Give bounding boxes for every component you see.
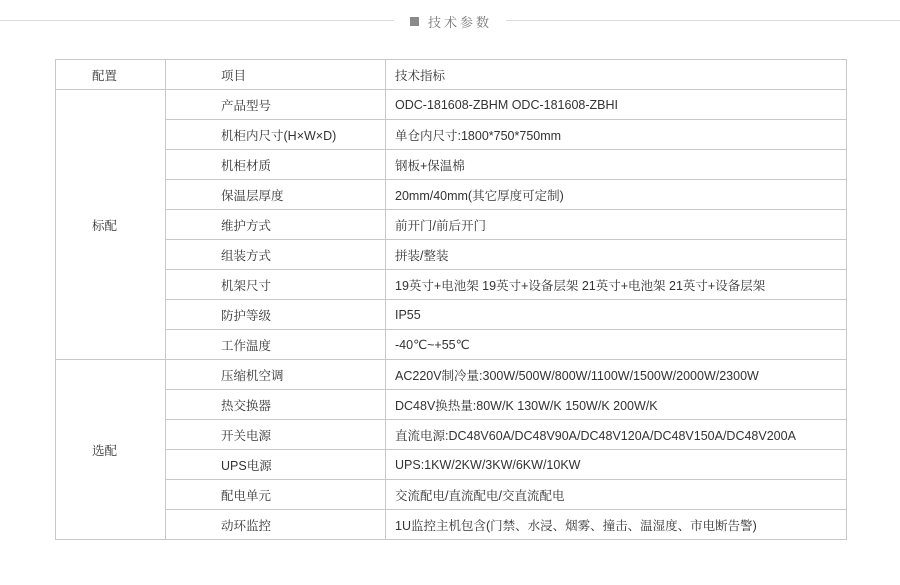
value-cell: IP55 [386,300,847,330]
value-cell: UPS:1KW/2KW/3KW/6KW/10KW [386,450,847,480]
section-title-text: 技术参数 [428,14,493,30]
item-cell: UPS电源 [166,450,386,480]
square-icon [410,17,419,26]
value-cell: 19英寸+电池架 19英寸+设备层架 21英寸+电池架 21英寸+设备层架 [386,270,847,300]
table-row [56,270,847,300]
item-cell: 机柜内尺寸(H×W×D) [166,120,386,150]
table-row [56,90,847,120]
item-cell: 机柜材质 [166,150,386,180]
table-row [56,120,847,150]
header-value: 技术指标 [386,60,847,90]
table-row [56,390,847,420]
table-row [56,150,847,180]
table-row [56,480,847,510]
item-cell: 机架尺寸 [166,270,386,300]
section-title [410,12,492,30]
item-cell: 防护等级 [166,300,386,330]
item-cell: 配电单元 [166,480,386,510]
config-group-cell: 标配 [56,90,166,360]
value-cell: ODC-181608-ZBHM ODC-181608-ZBHI [386,90,847,120]
value-cell: 前开门/前后开门 [386,210,847,240]
table-row [56,420,847,450]
header-config: 配置 [56,60,166,90]
item-cell: 维护方式 [166,210,386,240]
table-row [56,330,847,360]
item-cell: 动环监控 [166,510,386,540]
item-cell: 产品型号 [166,90,386,120]
header-item: 项目 [166,60,386,90]
table-row [56,210,847,240]
section-header [0,0,900,42]
item-cell: 组装方式 [166,240,386,270]
value-cell: -40℃~+55℃ [386,330,847,360]
value-cell: 钢板+保温棉 [386,150,847,180]
value-cell: AC220V制冷量:300W/500W/800W/1100W/1500W/2000W/2300W [386,360,847,390]
item-cell: 工作温度 [166,330,386,360]
table-row [56,360,847,390]
value-cell: 单仓内尺寸:1800*750*750mm [386,120,847,150]
item-cell: 压缩机空调 [166,360,386,390]
table-row [56,450,847,480]
table-row [56,510,847,540]
header-divider-right [506,20,900,21]
value-cell: 交流配电/直流配电/交直流配电 [386,480,847,510]
value-cell: DC48V换热量:80W/K 130W/K 150W/K 200W/K [386,390,847,420]
table-header-row [56,60,847,90]
item-cell: 热交换器 [166,390,386,420]
value-cell: 20mm/40mm(其它厚度可定制) [386,180,847,210]
table-row [56,180,847,210]
table-row [56,240,847,270]
item-cell: 保温层厚度 [166,180,386,210]
value-cell: 拼装/整装 [386,240,847,270]
value-cell: 1U监控主机包含(门禁、水浸、烟雾、撞击、温湿度、市电断告警) [386,510,847,540]
spec-table [55,59,847,540]
header-divider-left [0,20,394,21]
config-group-cell: 选配 [56,360,166,540]
item-cell: 开关电源 [166,420,386,450]
value-cell: 直流电源:DC48V60A/DC48V90A/DC48V120A/DC48V150A/DC48V200A [386,420,847,450]
table-row [56,300,847,330]
